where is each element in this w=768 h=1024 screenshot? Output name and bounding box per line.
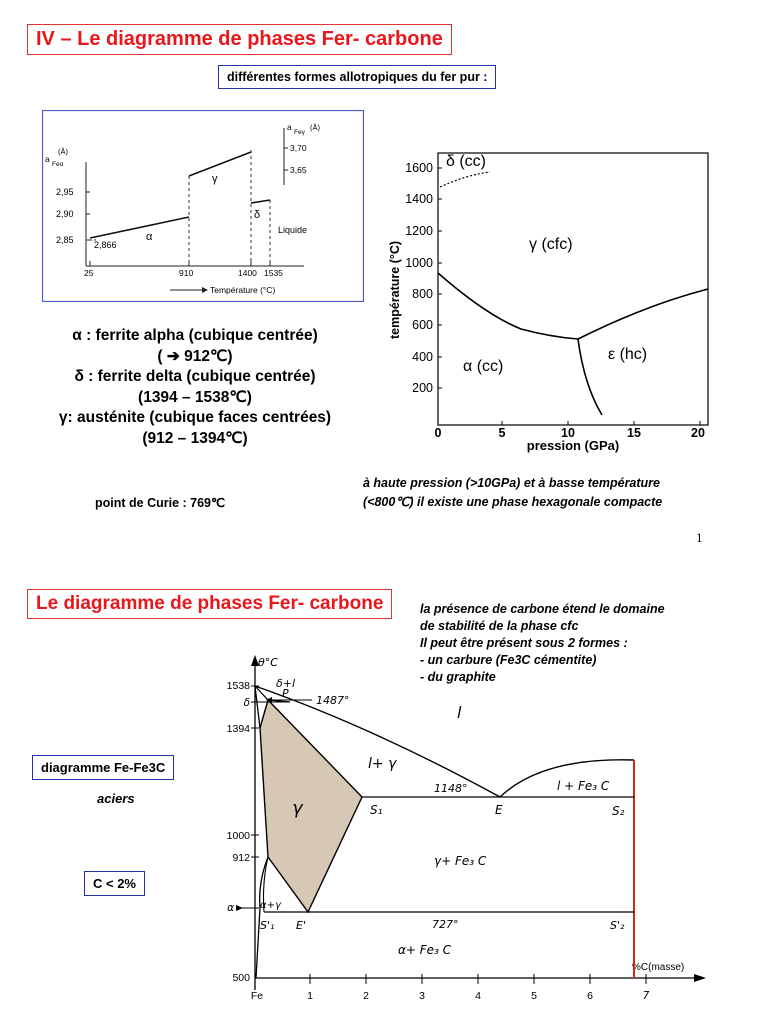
fefe3c-y-500: 500 (232, 972, 250, 984)
pt-x-tick-5: 5 (498, 426, 506, 440)
pt-x-label: pression (GPa) (526, 438, 620, 453)
fefe3c-label-l-gamma: l+ γ (368, 756, 397, 772)
lattice-y-tick-1: 2,95 (56, 187, 74, 197)
fefe3c-x-fe: Fe (250, 990, 264, 1002)
lattice-right-tick-2: 3,65 (290, 165, 307, 175)
fefe3c-point-E: E (495, 803, 503, 817)
lattice-x-tick-3: 1400 (238, 268, 257, 278)
fefe3c-x-5: 5 (531, 990, 537, 1002)
fefe3c-point-S2: S₂ (612, 804, 625, 818)
fefe3c-label-l: l (457, 703, 462, 722)
alpha-range: ( ➔ 912℃) (157, 347, 233, 365)
lattice-right-label: a (287, 122, 292, 132)
pt-x-tick-0: 0 (434, 426, 442, 440)
note-line-2: (<800℃) il existe une phase hexagonale compacte (363, 495, 663, 509)
carbon-limit-box: C < 2% (84, 871, 145, 896)
pt-phase-gamma: γ (cfc) (529, 236, 573, 253)
pt-phase-delta: δ (cc) (446, 153, 487, 170)
fefe3c-label-delta-l: δ+l (276, 677, 296, 690)
fefe3c-y-912: 912 (232, 852, 250, 864)
fefe3c-y-axis-label: θ°C (258, 656, 278, 669)
fefe3c-x-3: 3 (419, 990, 425, 1002)
lattice-x-tick-2: 910 (179, 268, 194, 278)
fefe3c-x-2: 2 (363, 990, 369, 1002)
intro-line-4: - un carbure (Fe3C cémentite) (420, 653, 597, 667)
lattice-phase-alpha: α (146, 231, 153, 243)
fefe3c-y-1538: 1538 (226, 680, 250, 692)
lattice-x-tick-4: 1535 (264, 268, 283, 278)
lattice-y-tick-3: 2,85 (56, 235, 74, 245)
lattice-value-label: 2,866 (94, 240, 117, 250)
note-line-1: à haute pression (>10GPa) et à basse température (363, 476, 660, 490)
fefe3c-point-S2p: S'₂ (610, 919, 625, 932)
alpha-line: α : ferrite alpha (cubique centrée) (72, 327, 318, 344)
slide1-title: IV – Le diagramme de phases Fer- carbone (27, 24, 452, 55)
fefe3c-x-label: %C(masse) (632, 962, 685, 973)
curie-point: point de Curie : 769℃ (95, 496, 226, 510)
fefe3c-label-alpha-fe3c: α+ Fe₃ C (398, 943, 452, 957)
pt-y-tick-800: 800 (412, 287, 433, 301)
fefe3c-y-alpha: α (227, 902, 234, 914)
fefe3c-point-P: P (282, 687, 289, 700)
slide2-title: Le diagramme de phases Fer- carbone (27, 589, 392, 619)
pt-y-tick-600: 600 (412, 318, 433, 332)
lattice-y-tick-2: 2,90 (56, 209, 74, 219)
lattice-phase-delta: δ (254, 209, 261, 221)
fefe3c-x-1: 1 (307, 990, 313, 1002)
pt-y-tick-1600: 1600 (405, 161, 433, 175)
fefe3c-label-gamma-fe3c: γ+ Fe₃ C (434, 854, 487, 868)
pt-x-tick-15: 15 (627, 426, 641, 440)
intro-line-2: de stabilité de la phase cfc (420, 619, 579, 633)
intro-line-1: la présence de carbone étend le domaine (420, 602, 665, 616)
page-number: 1 (696, 530, 703, 545)
fefe3c-temp-1487: 1487° (316, 694, 350, 707)
pressure-temperature-diagram (376, 145, 721, 455)
lattice-x-tick-1: 25 (84, 268, 94, 278)
fefe3c-label-gamma: γ (292, 798, 303, 819)
slide1-subtitle: différentes formes allotropiques du fer pur : (218, 65, 496, 89)
lattice-phase-gamma: γ (212, 173, 218, 185)
fefe3c-x-6: 6 (587, 990, 593, 1002)
fefe3c-point-S1: S₁ (370, 803, 383, 817)
pt-phase-epsilon: ε (hc) (608, 346, 648, 363)
pt-y-tick-1400: 1400 (405, 192, 433, 206)
lattice-x-label: Température (°C) (210, 285, 276, 295)
fe3c-diagram-box: diagramme Fe-Fe3C (32, 755, 174, 780)
delta-line: δ : ferrite delta (cubique centrée) (74, 368, 316, 385)
fefe3c-temp-1148: 1148° (434, 782, 468, 795)
fefe3c-x-7: 7 (642, 990, 650, 1002)
lattice-right-tick-1: 3,70 (290, 143, 307, 153)
pt-y-tick-200: 200 (412, 381, 433, 395)
lattice-y-label: a (45, 154, 50, 164)
pt-y-tick-400: 400 (412, 350, 433, 364)
aciers-label: aciers (97, 791, 135, 806)
allotropic-phases-text (20, 326, 370, 449)
lattice-right-sub: Feγ (294, 129, 305, 136)
fefe3c-temp-727: 727° (432, 918, 459, 931)
fefe3c-y-1000: 1000 (226, 830, 250, 842)
intro-line-3: Il peut être présent sous 2 formes : (420, 636, 628, 650)
pt-y-tick-1200: 1200 (405, 224, 433, 238)
high-pressure-note (363, 474, 662, 512)
fefe3c-point-Ep: E' (296, 919, 306, 932)
fefe3c-x-4: 4 (475, 990, 481, 1002)
fefe3c-label-alpha-gamma: α+γ (260, 900, 281, 911)
pt-y-label: température (°C) (388, 240, 402, 340)
fefe3c-label-l-fe3c: l + Fe₃ C (557, 779, 610, 793)
pt-x-tick-10: 10 (561, 426, 575, 440)
fefe3c-y-delta: δ (243, 697, 250, 709)
lattice-phase-liquid: Liquide (278, 225, 308, 235)
fe-fe3c-phase-diagram (212, 652, 718, 1024)
fefe3c-y-1394: 1394 (226, 723, 250, 735)
lattice-parameter-diagram (42, 110, 364, 302)
pt-y-tick-1000: 1000 (405, 256, 433, 270)
pt-phase-alpha: α (cc) (463, 358, 504, 375)
pt-x-tick-20: 20 (691, 426, 705, 440)
gamma-line: γ: austénite (cubique faces centrées) (58, 409, 332, 426)
gamma-range: (912 – 1394℃) (142, 429, 248, 447)
intro-line-5: - du graphite (420, 670, 496, 684)
lattice-right-unit: (Å) (310, 123, 320, 132)
lattice-y-sub: Feα (52, 161, 64, 168)
delta-range: (1394 – 1538℃) (138, 388, 252, 406)
fefe3c-point-S1p: S'₁ (260, 919, 275, 932)
lattice-y-unit: (Å) (58, 147, 68, 156)
